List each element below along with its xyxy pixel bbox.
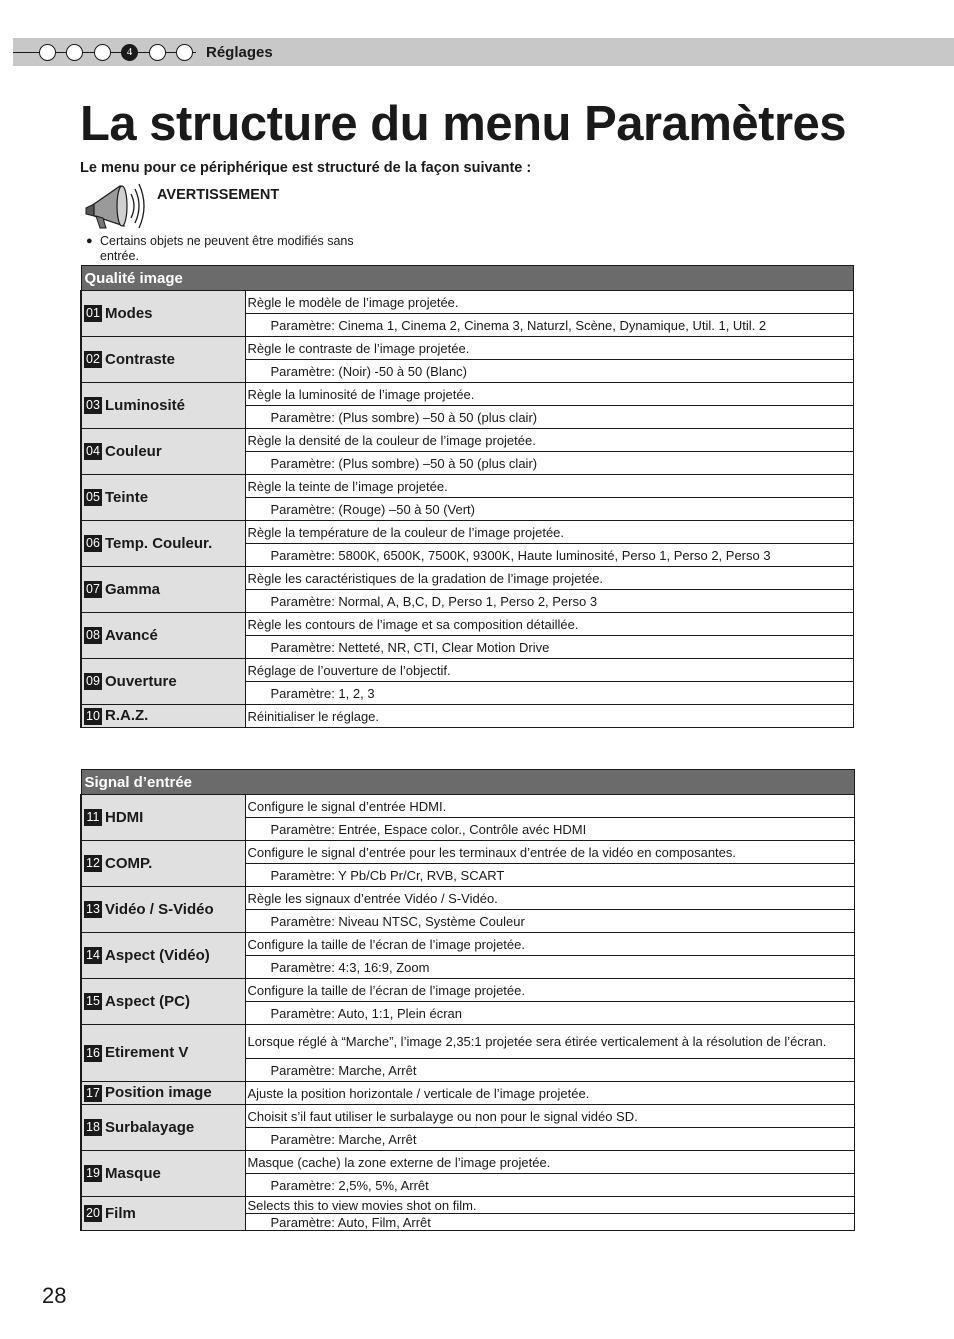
item-description: Règle le contraste de l’image projetée. <box>245 337 853 360</box>
item-number-badge: 19 <box>84 1165 102 1182</box>
row-label <box>81 1025 245 1082</box>
table-row <box>81 705 853 728</box>
row-label <box>81 337 245 383</box>
bullet-dot-icon: ● <box>86 235 93 247</box>
row-label <box>81 841 245 887</box>
item-label: Vidéo / S-Vidéo <box>105 900 214 918</box>
item-number-badge: 06 <box>84 535 102 552</box>
step-indicator-1 <box>39 44 56 61</box>
row-label <box>81 521 245 567</box>
step-indicator-3 <box>94 44 111 61</box>
row-label <box>81 567 245 613</box>
page-number: 28 <box>42 1283 67 1308</box>
item-description: Choisit s’il faut utiliser le surbalayge ou non pour le signal vidéo SD. <box>245 1105 854 1128</box>
item-parameters: Paramètre: Marche, Arrêt <box>245 1128 854 1151</box>
table-row <box>81 1025 854 1059</box>
row-label <box>81 659 245 705</box>
table-header: Qualité image <box>81 266 853 291</box>
row-label <box>81 979 245 1025</box>
megaphone-icon <box>82 178 148 230</box>
item-label: Aspect (PC) <box>105 992 191 1010</box>
item-label: HDMI <box>105 808 144 826</box>
item-parameters: Paramètre: Cinema 1, Cinema 2, Cinema 3, Naturzl, Scène, Dynamique, Util. 1, Util. 2 <box>245 314 853 337</box>
item-parameters: Paramètre: Normal, A, B,C, D, Perso 1, Perso 2, Perso 3 <box>245 590 853 613</box>
table-row <box>81 887 854 910</box>
item-parameters: Paramètre: Niveau NTSC, Système Couleur <box>245 910 854 933</box>
item-label: Etirement V <box>105 1044 189 1062</box>
table-row <box>81 567 853 590</box>
item-number-badge: 07 <box>84 581 102 598</box>
item-description: Règle les caractéristiques de la gradation de l’image projetée. <box>245 567 853 590</box>
warning-title: AVERTISSEMENT <box>157 187 280 203</box>
item-parameters: Paramètre: Y Pb/Cb Pr/Cr, RVB, SCART <box>245 864 854 887</box>
item-number-badge: 01 <box>84 305 102 322</box>
table-row <box>81 383 853 406</box>
item-label: Ouverture <box>105 672 177 690</box>
row-label <box>81 887 245 933</box>
warning-bullet-text: Certains objets ne peuvent être modifiés sans entrée. <box>100 234 354 263</box>
item-parameters: Paramètre: 1, 2, 3 <box>245 682 853 705</box>
item-description: Règle la luminosité de l’image projetée. <box>245 383 853 406</box>
item-description: Configure le signal d’entrée pour les terminaux d’entrée de la vidéo en composantes. <box>245 841 854 864</box>
input-signal-table <box>80 769 855 1231</box>
item-number-badge: 03 <box>84 397 102 414</box>
item-number-badge: 05 <box>84 489 102 506</box>
table-row <box>81 337 853 360</box>
item-label: Luminosité <box>105 396 186 414</box>
table-row <box>81 795 854 818</box>
item-description: Configure la taille de l’écran de l’image projetée. <box>245 933 854 956</box>
step-indicator-active: 4 <box>121 44 138 61</box>
item-description: Configure le signal d’entrée HDMI. <box>245 795 854 818</box>
step-indicator-2 <box>66 44 83 61</box>
row-label <box>81 1151 245 1197</box>
item-parameters: Paramètre: (Rouge) –50 à 50 (Vert) <box>245 498 853 521</box>
item-description: Ajuste la position horizontale / verticale de l’image projetée. <box>245 1082 854 1105</box>
item-label: Gamma <box>105 580 161 598</box>
item-number-badge: 15 <box>84 993 102 1010</box>
table-row <box>81 1151 854 1174</box>
item-parameters: Paramètre: Netteté, NR, CTI, Clear Motion Drive <box>245 636 853 659</box>
row-label <box>81 1105 245 1151</box>
item-description: Règle la teinte de l’image projetée. <box>245 475 853 498</box>
item-label: Contraste <box>105 350 176 368</box>
item-parameters: Paramètre: 2,5%, 5%, Arrêt <box>245 1174 854 1197</box>
item-label: Film <box>105 1204 136 1222</box>
row-label <box>81 795 245 841</box>
item-number-badge: 12 <box>84 855 102 872</box>
item-number-badge: 17 <box>84 1085 102 1102</box>
item-parameters: Paramètre: Auto, 1:1, Plein écran <box>245 1002 854 1025</box>
item-label: Modes <box>105 304 153 322</box>
item-label: Masque <box>105 1164 161 1182</box>
item-description: Règle les contours de l’image et sa composition détaillée. <box>245 613 853 636</box>
table-row <box>81 291 853 314</box>
row-label <box>81 1082 245 1105</box>
item-description: Configure la taille de l’écran de l’image projetée. <box>245 979 854 1002</box>
item-number-badge: 02 <box>84 351 102 368</box>
item-label: Surbalayage <box>105 1118 195 1136</box>
item-label: COMP. <box>105 854 153 872</box>
table-row <box>81 521 853 544</box>
table-row <box>81 475 853 498</box>
row-label <box>81 933 245 979</box>
item-number-badge: 16 <box>84 1045 102 1062</box>
table-header: Signal d’entrée <box>81 770 854 795</box>
row-label <box>81 383 245 429</box>
item-description: Règle la température de la couleur de l’image projetée. <box>245 521 853 544</box>
item-description: Masque (cache) la zone externe de l’image projetée. <box>245 1151 854 1174</box>
item-parameters: Paramètre: (Plus sombre) –50 à 50 (plus clair) <box>245 406 853 429</box>
item-number-badge: 14 <box>84 947 102 964</box>
item-parameters: Paramètre: (Plus sombre) –50 à 50 (plus clair) <box>245 452 853 475</box>
row-label <box>81 1197 245 1231</box>
item-label: Avancé <box>105 626 158 644</box>
table-row <box>81 1082 854 1105</box>
table-row <box>81 1105 854 1128</box>
item-parameters: Paramètre: 5800K, 6500K, 7500K, 9300K, Haute luminosité, Perso 1, Perso 2, Perso 3 <box>245 544 853 567</box>
item-description: Selects this to view movies shot on film. <box>245 1197 854 1214</box>
item-number-badge: 09 <box>84 673 102 690</box>
item-description: Règle les signaux d’entrée Vidéo / S-Vidéo. <box>245 887 854 910</box>
item-number-badge: 20 <box>84 1205 102 1222</box>
row-label <box>81 475 245 521</box>
item-label: Couleur <box>105 442 162 460</box>
item-description: Réinitialiser le réglage. <box>245 705 853 728</box>
table-row <box>81 659 853 682</box>
item-parameters: Paramètre: Entrée, Espace color., Contrôle avéc HDMI <box>245 818 854 841</box>
intro-text: Le menu pour ce périphérique est structuré de la façon suivante : <box>80 160 532 176</box>
item-label: Aspect (Vidéo) <box>105 946 210 964</box>
item-parameters: Paramètre: Marche, Arrêt <box>245 1059 854 1082</box>
item-label: Position image <box>105 1084 212 1102</box>
item-description: Lorsque réglé à “Marche”, l’image 2,35:1 projetée sera étirée verticalement à la résolution de l’écran. <box>245 1025 854 1059</box>
row-label <box>81 613 245 659</box>
table-row <box>81 1197 854 1214</box>
item-label: Teinte <box>105 488 149 506</box>
item-number-badge: 11 <box>84 809 102 826</box>
step-indicator-6 <box>176 44 193 61</box>
item-number-badge: 08 <box>84 627 102 644</box>
item-parameters: Paramètre: (Noir) -50 à 50 (Blanc) <box>245 360 853 383</box>
step-indicator-5 <box>149 44 166 61</box>
page-title: La structure du menu Paramètres <box>80 97 847 151</box>
item-parameters: Paramètre: 4:3, 16:9, Zoom <box>245 956 854 979</box>
table-row <box>81 979 854 1002</box>
item-label: Temp. Couleur. <box>105 534 213 552</box>
table-row <box>81 933 854 956</box>
row-label <box>81 429 245 475</box>
item-number-badge: 13 <box>84 901 102 918</box>
table-row <box>81 841 854 864</box>
item-number-badge: 18 <box>84 1119 102 1136</box>
item-number-badge: 04 <box>84 443 102 460</box>
quality-image-table <box>80 265 854 728</box>
item-number-badge: 10 <box>84 708 102 725</box>
item-description: Réglage de l’ouverture de l’objectif. <box>245 659 853 682</box>
row-label <box>81 705 245 728</box>
item-label: R.A.Z. <box>105 707 149 725</box>
section-label: Réglages <box>206 44 273 61</box>
item-description: Règle la densité de la couleur de l’image projetée. <box>245 429 853 452</box>
table-row <box>81 613 853 636</box>
row-label <box>81 291 245 337</box>
item-description: Règle le modèle de l’image projetée. <box>245 291 853 314</box>
item-parameters: Paramètre: Auto, Film, Arrêt <box>245 1214 854 1231</box>
table-row <box>81 429 853 452</box>
